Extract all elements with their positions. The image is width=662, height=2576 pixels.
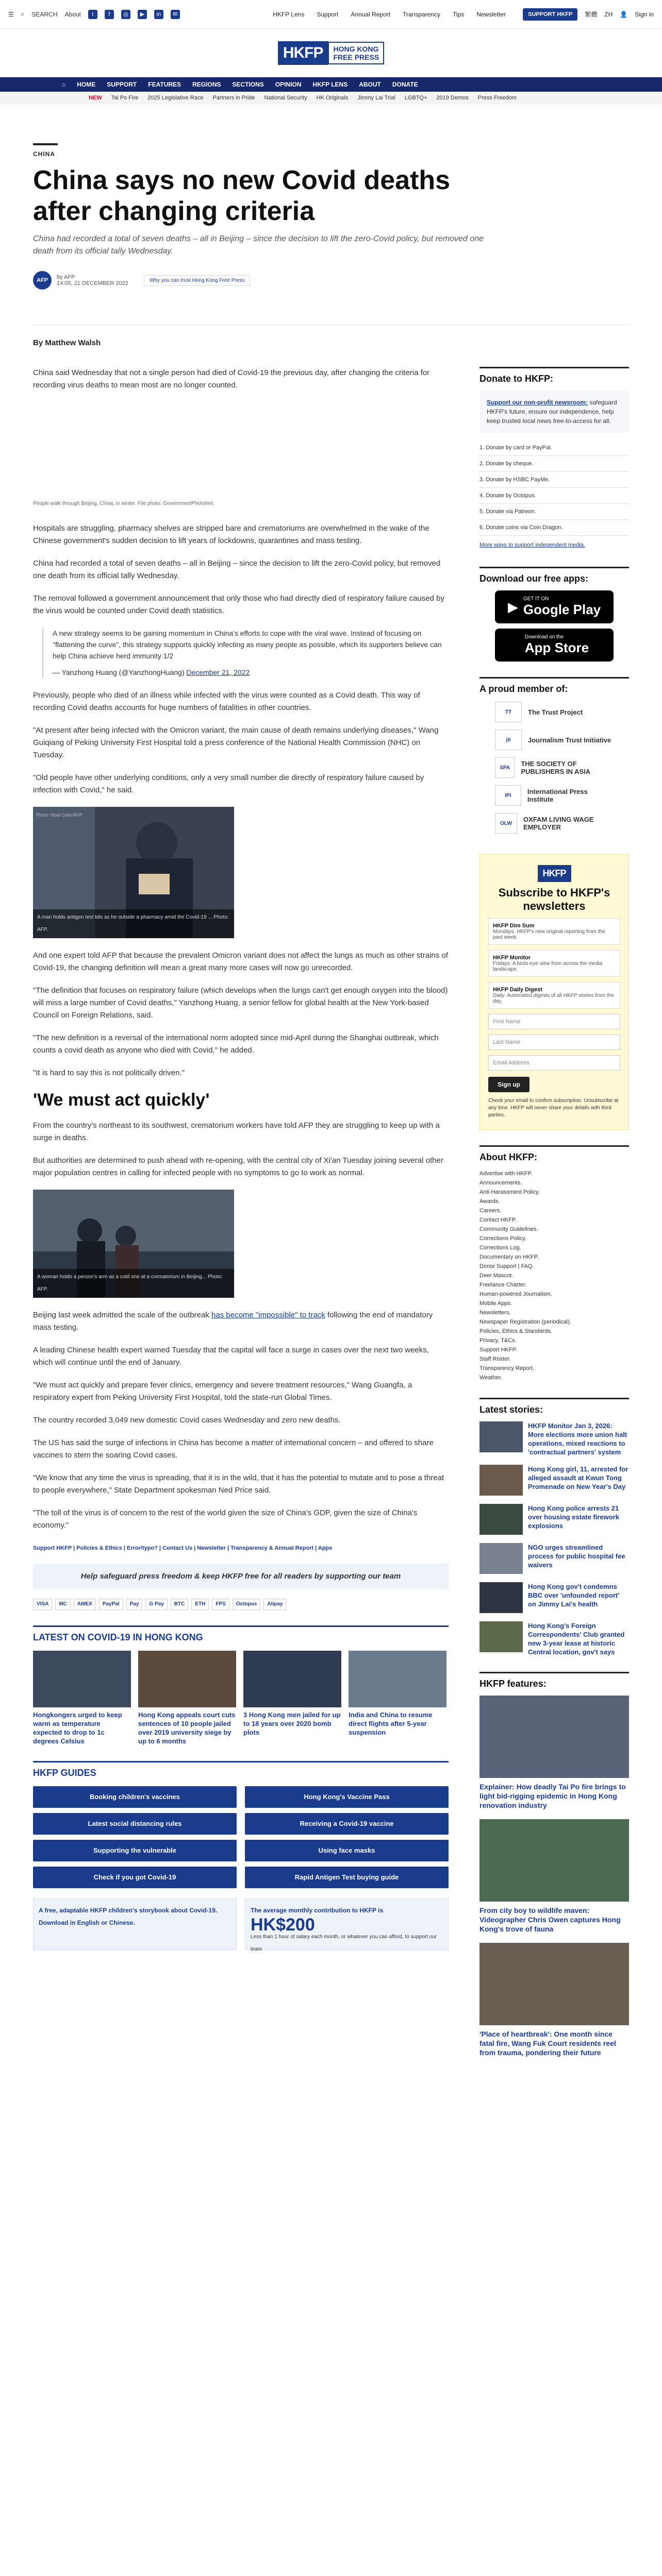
donate-option[interactable]: 5. Donate via Patreon. [479,504,629,520]
article-dek: China had recorded a total of seven deaths – all in Beijing – since the decision to lift the zero-Covid policy, but removed one death from its official tally Wednesday. [33,234,484,256]
story-thumb [479,1421,523,1452]
donate-option[interactable]: 1. Donate by card or PayPal. [479,440,629,456]
story-title[interactable]: Hong Kong police arrests 21 over housing estate firework explosions [528,1504,619,1530]
sub-nav [0,92,662,104]
paragraph: The country recorded 3,049 new domestic Covid cases Wednesday and zero new deaths. [33,1416,341,1425]
new-badge: NEW [89,95,102,101]
story-item[interactable] [479,1504,629,1535]
facebook-icon[interactable]: f [105,10,114,19]
topbar-link[interactable]: Newsletter [476,10,506,18]
subnav-item[interactable]: Press Freedom [477,95,517,101]
store-small: Download on the [524,634,564,640]
guide-button[interactable]: Receiving a Covid-19 vaccine [245,1813,449,1835]
first-name-input[interactable]: First Name [488,1014,620,1029]
about-link[interactable]: Privacy, T&Cs. [479,1337,517,1344]
menu-icon[interactable]: ☰ [8,10,14,18]
about-link[interactable]: Anti-Harassment Policy. [479,1189,540,1195]
byline-row [33,271,600,290]
signup-button[interactable]: Sign up [488,1077,529,1092]
subnav-item[interactable]: 2025 Legislative Race [147,95,204,101]
member-item[interactable] [495,702,614,722]
email-icon[interactable]: ✉ [171,10,180,19]
story-thumb [479,1621,523,1652]
member-name: The Trust Project [528,708,583,716]
feature-title[interactable]: Explainer: How deadly Tai Po fire brings to light bid-rigging epidemic in Hong Kong renovation industry [479,1783,626,1809]
byline[interactable]: by AFP [57,274,75,280]
subnav-item[interactable]: Jimmy Lai Trial [357,95,395,101]
nav-item[interactable]: FEATURES [148,81,181,88]
member-name: International Press Institute [527,788,588,803]
about-link[interactable]: Documentary on HKFP. [479,1254,539,1260]
about-link[interactable]: Corrections Policy. [479,1235,526,1242]
topbar-link[interactable]: Annual Report [351,10,391,18]
story-item[interactable] [479,1582,629,1613]
paragraph: Hospitals are struggling, pharmacy shelves are stripped bare and crematoriums are overwhelmed in the wake of the Chinese government's sudden decision to lift years of lockdowns, quarantines and mass testing. [33,524,429,545]
about-link[interactable]: Weather. [479,1375,502,1381]
google-play-badge[interactable] [495,590,614,623]
paragraph-text: following the end of mandatory mass testing. [33,1311,433,1332]
twitter-icon[interactable]: t [88,10,97,19]
newsletter-desc: Daily: Automated digests of all HKFP stories from the day. [493,993,614,1004]
story-title[interactable]: Hong Kong girl, 11, arrested for alleged assault at Kwun Tong Promenade on New Year's Day [528,1465,628,1490]
about-link[interactable]: Corrections Log. [479,1245,521,1251]
tweet-text: A new strategy seems to be gaining momentum in China's efforts to cope with the viral wave. Instead of focusing on "flattening the curve", this strategy supports quickly infecting as many people as possible, which its supporters believe can help China achieve herd immunity 1/2 [53,629,442,660]
promo-label: The average monthly contribution to HKFP is [251,1907,384,1914]
about-link[interactable]: Newspaper Registration (periodical). [479,1319,571,1325]
store-name: Google Play [523,602,601,617]
newsletter-name: HKFP Monitor [493,955,531,961]
payment-icon: Octopus [233,1599,261,1610]
paragraph: "It is hard to say this is not politically driven." [33,1069,185,1077]
paragraph: "At present after being infected with the Omicron variant, the main cause of death remains underlying diseases," Wang Guiqiang of Peking University First Hospital told a press conference of the National Health Commission (NHC) on Tuesday. [33,726,439,759]
story-title[interactable]: Hong Kong gov't condemns BBC over 'unfounded report' on Jimmy Lai's health [528,1583,620,1608]
guide-button[interactable]: Booking children's vaccines [33,1786,237,1808]
member-item[interactable] [495,813,614,834]
store-small: GET IT ON [523,596,549,602]
about-list [479,1169,629,1382]
about-link[interactable]: About [64,10,81,18]
promo-value: HK$200 [251,1915,315,1935]
member-title: A proud member of: [479,677,629,694]
nav-item[interactable]: OPINION [275,81,302,88]
paragraph-with-link [33,1309,449,1334]
member-name: THE SOCIETY OF PUBLISHERS IN ASIA [521,760,591,775]
paragraph: From the country's northeast to its southwest, crematorium workers have told AFP they are struggling to keep up with a surge in deaths. [33,1121,440,1142]
donate-link[interactable]: Support our non-profit newsroom: [487,399,588,406]
signin-link[interactable]: Sign in [635,10,654,18]
about-title: About HKFP: [479,1145,629,1163]
paragraph: The removal followed a government announcement that only those who had directly died of respiratory failure caused by the virus would be counted under Covid death statistics. [33,594,444,615]
photo-caption: A woman holds a person's arm as a cold one at a crematorium in Beijing... Photo: AFP. [33,1269,234,1298]
latest-covid-list [33,1651,449,1745]
guide-button[interactable]: Check if you got Covid-19 [33,1867,237,1888]
tweet-date-link[interactable]: December 21, 2022 [186,668,250,676]
latest-card-title[interactable]: Hongkongers urged to keep warm as temperature expected to drop to 1c degrees Celsius [33,1711,122,1745]
donate-option[interactable]: 6. Donate coins via Coin Dragon. [479,520,629,536]
about-link[interactable]: Awards. [479,1198,500,1205]
guide-button[interactable]: Using face masks [245,1840,449,1861]
story-thumb [479,1543,523,1574]
donate-option[interactable]: 4. Donate by Octopus. [479,488,629,504]
nav-item[interactable]: HOME [77,81,96,88]
guide-button[interactable]: Latest social distancing rules [33,1813,237,1835]
photo-credit: Photo: Noel Celis/AFP [36,812,82,818]
about-link[interactable]: Deer Mascot. [479,1273,514,1279]
paragraph: China had recorded a total of seven deaths – all in Beijing – since the decision to lift the zero-Covid policy, but removed one death from its official tally Wednesday. [33,559,441,580]
logo-mark: HKFP [538,865,571,882]
store-label [525,634,589,656]
latest-card-title[interactable]: 3 Hong Kong men jailed for up to 18 years over 2020 bomb plots [243,1711,341,1736]
feature-item[interactable] [479,1819,629,1934]
donate-option[interactable]: 2. Donate by cheque. [479,456,629,472]
payment-methods [33,1599,449,1610]
nav-item[interactable]: SUPPORT [107,81,137,88]
paragraph: "We must act quickly and prepare fever clinics, emergency and severe treatment resources," Wang Guangfa, a respiratory expert from Peking University First Hospital, told the state-run Global Times. [33,1381,412,1402]
feature-item[interactable] [479,1696,629,1810]
guide-button[interactable]: Hong Kong's Vaccine Pass [245,1786,449,1808]
payment-icon: Alipay [263,1599,286,1610]
logo-line2: FREE PRESS [333,53,379,61]
article-category[interactable]: CHINA [33,150,55,158]
about-link[interactable]: Transparency Report. [479,1365,534,1371]
storybook-promo[interactable] [33,1899,237,1950]
newsletter-option[interactable] [488,982,620,1009]
guides-grid [33,1786,449,1888]
article-author: By Matthew Walsh [33,338,101,347]
category-rule [33,143,58,145]
member-item[interactable] [495,730,614,750]
agency-avatar: AFP [33,271,52,290]
promo-text: A free, adaptable HKFP children's storybook about Covid-19. Download in English or Chinese. [39,1907,218,1926]
subnav-item[interactable]: Tai Po Fire [111,95,139,101]
trust-badge[interactable]: Why you can trust Hong Kong Free Press [144,275,251,286]
feature-title[interactable]: 'Place of heartbreak': One month since fatal fire, Wang Fuk Court residents reel from trauma, pondering their future [479,2030,616,2057]
byline-meta [57,274,128,286]
payment-icon: BTC [171,1599,189,1610]
tweet-author: — Yanzhong Huang (@YanzhongHuang) [53,668,185,676]
story-thumb [479,1465,523,1496]
paragraph: "We know that any time the virus is spreading, that it is in the wild, that it has the potential to mutate and to pose a threat to people everywhere," State Department spokesman Ned Price said. [33,1473,444,1495]
newsletter-option[interactable] [488,950,620,977]
member-logo: jti [495,730,522,750]
donate-options [479,440,629,536]
app-store-badge[interactable] [495,629,614,662]
topbar-link[interactable]: Support [317,10,339,18]
article-header [33,143,600,290]
paragraph: China said Wednesday that not a single person had died of Covid-19 the previous day, after changing the criteria for recording virus deaths to mean most are no longer counted. [33,368,430,389]
nav-item[interactable]: ABOUT [359,81,381,88]
donate-option[interactable]: 3. Donate by HSBC PayMe. [479,472,629,488]
feature-image [479,1696,629,1778]
logo-line1: HONG KONG [333,45,379,53]
topbar-right [523,8,654,21]
subnav-item[interactable]: Partners in Pride [212,95,255,101]
payment-icon: MC [55,1599,71,1610]
top-utility-bar [0,0,662,29]
about-link[interactable]: Support HKFP. [479,1347,517,1353]
paragraph: The US has said the surge of infections in China has become a matter of international concern – and offered to share vaccines to stem the soaring Covid cases. [33,1438,434,1460]
features-title: HKFP features: [479,1672,629,1689]
latest-card-title[interactable]: Hong Kong appeals court cuts sentences of 10 people jailed over 2019 university siege by up to 6 months [138,1711,236,1745]
about-link[interactable]: Human-powered Journalism. [479,1291,552,1297]
latest-stories-title: Latest stories: [479,1398,629,1415]
play-icon: ▶ [507,599,518,615]
member-name: Journalism Trust Initiative [528,736,611,744]
subnav-item[interactable]: 2019 Demos [436,95,469,101]
newsletter-name: HKFP Daily Digest [493,987,542,993]
subnav-item[interactable]: LGBTQ+ [404,95,427,101]
about-link[interactable]: Policies, Ethics & Standards. [479,1328,552,1334]
about-link[interactable]: Community Guidelines. [479,1226,538,1232]
member-logo: TT [495,702,522,722]
guide-button[interactable]: Supporting the vulnerable [33,1840,237,1861]
latest-covid-title: LATEST ON COVID-19 IN HONG KONG [33,1625,449,1643]
article-photo-2[interactable] [33,1190,234,1298]
guides-title: HKFP GUIDES [33,1761,449,1779]
member-logo: SPA [495,757,515,778]
about-link[interactable]: Announcements. [479,1180,522,1186]
feature-item[interactable] [479,1943,629,2057]
publish-date: 14:05, 21 DECEMBER 2022 [57,280,128,286]
instagram-icon[interactable]: ◎ [121,10,130,19]
member-logo: IPI [495,785,521,806]
newsletter-note: Check your email to confirm subscription. Unsubscribe at any time. HKFP will never share your details with third parties. [488,1098,619,1118]
support-hkfp-button[interactable]: SUPPORT HKFP [523,8,577,21]
newsletter-name: HKFP Dim Sum [493,923,535,929]
guide-button[interactable]: Rapid Antigen Test buying guide [245,1867,449,1888]
sidebar [479,367,629,2066]
lead-image-caption: People walk through Beijing, China, in winter. File photo: GovernmentPhotoNet. [33,501,214,506]
article-footer-links[interactable]: Support HKFP | Policies & Ethics | Error/typo? | Contact Us | Newsletter | Transparency & Annual Report | Apps [33,1545,333,1551]
signup-row [488,1071,620,1092]
donate-text: safeguard HKFP's future, ensure our independence, help keep trusted local news free-to-access for all. [487,399,617,425]
tweet-attribution [53,667,449,678]
bottom-promos [33,1899,449,1950]
latest-thumb [33,1651,131,1707]
story-thumb [479,1504,523,1535]
paragraph-text: Beijing last week admitted the scale of the outbreak [33,1311,209,1319]
lead-image-space [33,402,449,498]
logo-mark: HKFP [278,41,328,65]
newsletter-box [479,854,629,1130]
article-body [33,367,449,1950]
story-item[interactable] [479,1543,629,1574]
story-item[interactable] [479,1465,629,1496]
paragraph: "The new definition is a reversal of the international norm adopted since mid-April during the Shanghai outbreak, which counts a covid death as anyone who died with Covid," he added. [33,1033,439,1055]
topbar-link[interactable]: Tips [453,10,465,18]
donate-box [479,391,629,433]
inline-link[interactable]: has become "impossible" to track [211,1311,325,1319]
paragraph: "The definition that focuses on respiratory failure (which develops when the lungs can't get enough oxygen into the blood) will miss a large number of Covid deaths," Yanzhong Huang, a senior fellow for global health at the New York-based Council on Foreign Relations, said. [33,986,448,1020]
feature-title[interactable]: From city boy to wildlife maven: Videographer Chris Owen captures Hong Kong's trove of fauna [479,1906,621,1933]
member-item[interactable] [495,757,614,778]
paragraph: But authorities are determined to push ahead with re-opening, with the central city of Xi'an Tuesday joining several other major population centres in calling for infected people with no symptoms to go to work as normal. [33,1156,443,1177]
apps-title: Download our free apps: [479,567,629,584]
main-nav [0,77,662,92]
payment-icon: G Pay [145,1599,167,1610]
latest-card[interactable] [33,1651,131,1745]
subnav-item[interactable]: National Security [264,95,307,101]
last-name-input[interactable]: Last Name [488,1035,620,1050]
nav-item[interactable]: HKFP LENS [312,81,348,88]
store-name: App Store [524,640,589,655]
payment-icon: ETH [191,1599,209,1610]
logo-band [0,30,662,76]
contribution-promo[interactable] [245,1899,449,1950]
newsletter-logo [488,865,620,882]
donate-title: Donate to HKFP: [479,367,629,384]
about-link[interactable]: Advertise with HKFP. [479,1171,533,1177]
newsletter-title: Subscribe to HKFP's newsletters [498,886,610,912]
paragraph: Previously, people who died of an illness while infected with the virus were counted as a Covid death. This way of recording Covid deaths accounts for huge numbers of fatalities in other countries. [33,691,420,712]
youtube-icon[interactable]: ▶ [138,10,147,19]
about-link[interactable]: Newsletters. [479,1310,511,1316]
more-ways-link[interactable]: More ways to support independent media. [479,542,585,548]
paragraph: "Old people have other underlying conditions, only a very small number die directly of respiratory failure caused by infection with Covid," he said. [33,773,424,794]
about-link[interactable]: Contact HKFP. [479,1217,517,1223]
story-thumb [479,1582,523,1613]
story-item[interactable] [479,1621,629,1656]
nav-home-icon[interactable]: ⌂ [62,81,66,88]
search-link[interactable]: SEARCH [31,10,58,18]
payment-icon: VISA [33,1599,52,1610]
article-title: China says no new Covid deaths after changing criteria [33,165,451,226]
topbar-left [8,10,256,19]
about-link[interactable]: Staff Roster. [479,1356,511,1362]
section-heading: 'We must act quickly' [33,1090,210,1110]
store-label [523,596,601,618]
feature-image [479,1819,629,1902]
about-link[interactable]: Careers. [479,1208,502,1214]
about-link[interactable]: Freelance Charter. [479,1282,527,1288]
topbar-center-links [256,11,523,18]
lang-link[interactable]: 繁體 [585,11,598,18]
feature-image [479,1943,629,2025]
promo-sub: Less than 1 hour of salary each month, or whatever you can afford, to support our team [251,1934,437,1952]
story-title[interactable]: NGO urges streamlined process for public hospital fee waivers [528,1544,625,1569]
latest-thumb [349,1651,446,1707]
paragraph: A leading Chinese health expert warned Tuesday that the capital will face a surge in cases over the next two weeks, which will continue until the end of January. [33,1346,429,1367]
photo-caption: A man holds antigen test kits as he outside a pharmacy amid the Covid-19 ... Photo: AFP. [33,909,234,938]
embedded-tweet [42,628,449,678]
story-title[interactable]: HKFP Monitor Jan 3, 2026: More elections more union halt operations, mixed reactions to 'contractual partners' system [528,1422,627,1456]
latest-card[interactable] [138,1651,236,1745]
latest-card[interactable] [243,1651,341,1745]
latest-thumb [138,1651,236,1707]
payment-icon: FPS [212,1599,229,1610]
story-item[interactable] [479,1421,629,1456]
payment-icon: PayPal [99,1599,123,1610]
about-link[interactable]: Donor Support | FAQ. [479,1263,534,1269]
paragraph: "The toll of the virus is of concern to the rest of the world given the size of China's GDP, given the size of China's economy." [33,1509,418,1530]
user-icon[interactable]: 👤 [620,10,628,18]
payment-icon: Pay [126,1599,143,1610]
member-name: OXFAM LIVING WAGE EMPLOYER [523,816,594,831]
member-logo: OLW [495,813,517,834]
latest-thumb [243,1651,341,1707]
nav-item[interactable]: REGIONS [192,81,221,88]
newsletter-desc: Mondays: HKFP's new original reporting from the past week. [493,929,605,940]
support-box[interactable]: Help safeguard press freedom & keep HKFP free for all readers by supporting our team [33,1564,449,1589]
linkedin-icon[interactable]: in [154,10,163,19]
latest-card-title[interactable]: India and China to resume direct flights after 5-year suspension [349,1711,433,1736]
paragraph: And one expert told AFP that because the prevalent Omicron variant does not affect the lungs as much as other strains of Covid-19, the changing definition will mean a great many more cases will now go unrecorded. [33,951,448,972]
topbar-link[interactable]: Transparency [403,10,441,18]
newsletter-option[interactable] [488,918,620,945]
newsletter-desc: Fridays: A birds-eye view from across the media landscape. [493,961,603,972]
story-title[interactable]: Hong Kong's Foreign Correspondents' Club granted new 3-year lease at historic Central location, gov't says [528,1622,625,1656]
about-link[interactable]: Mobile Apps. [479,1300,512,1307]
email-input[interactable]: Email Address [488,1055,620,1071]
nav-item[interactable]: SECTIONS [232,81,264,88]
topbar-link[interactable]: HKFP Lens [273,10,305,18]
search-icon[interactable]: ⌕ [21,10,25,18]
nav-item[interactable]: DONATE [392,81,418,88]
hkfp-logo[interactable] [278,41,384,65]
member-item[interactable] [495,785,614,806]
article-photo[interactable] [33,807,234,938]
latest-card[interactable] [349,1651,446,1745]
subnav-item[interactable]: HK Originals [316,95,349,101]
logo-words [328,42,384,64]
payment-icon: AMEX [74,1599,96,1610]
lang-link-zh[interactable]: ZH [604,10,613,18]
